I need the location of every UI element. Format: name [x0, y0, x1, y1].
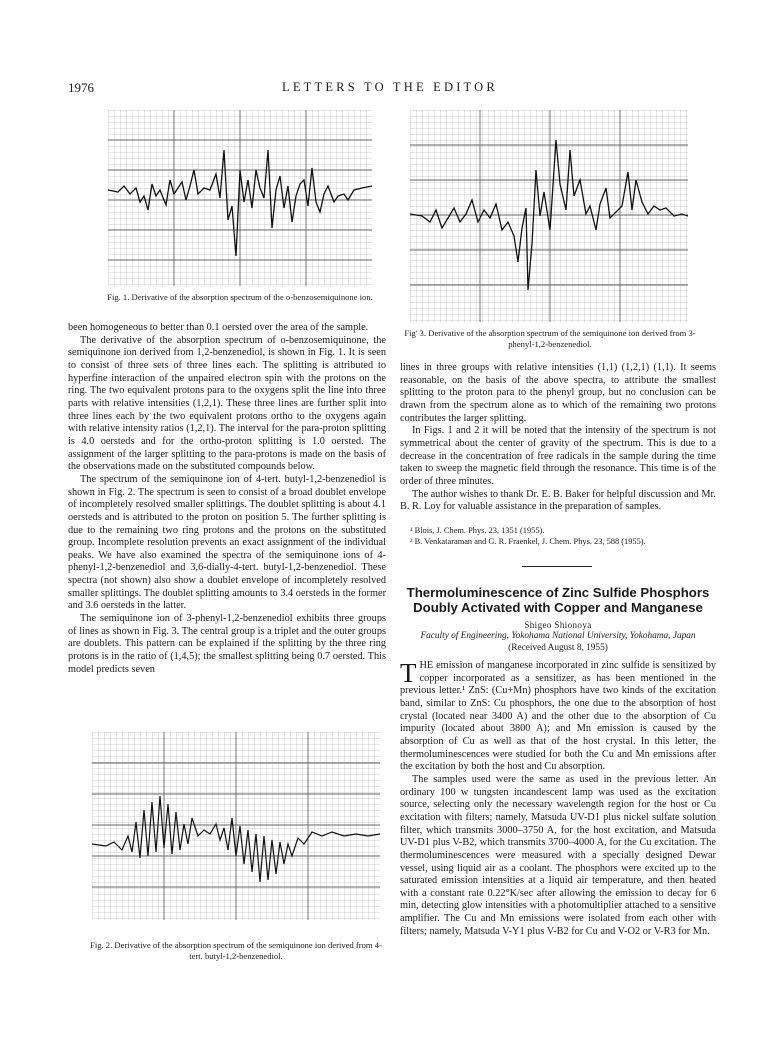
figure-2-chart: [92, 732, 380, 920]
paragraph: been homogeneous to better than 0.1 oersted over the area of the sample.: [68, 322, 369, 333]
page-number: 1976: [68, 80, 94, 95]
paragraph: The spectrum of the semiquinone ion of 4-tert. butyl-1,2-benzenediol is shown in Fig. 2. The spectrum is seen to consist of a broad doublet envelope of incompletely resolved smaller splittings. The doublet splitting is about 4.1 oersteds and is attributed to the proton on position 5. The further splitting is due to the remaining two ring protons and the protons on the substituted group. Incomplete resolution prevents an exact assignment of the individual peaks. We have also examined the spectra of the semiquinone ions of 4-phenyl-1,2-benzenediol and 3,6-dially-4-tert. butyl-1,2-benzenediol. These spectra (not shown) also show a doublet envelope of incompletely resolved smaller splittings. The doublet splitting amounts to 3.4 oersteds in the former and 3.6 oersteds in the latter.: [68, 473, 386, 612]
running-head: LETTERS TO THE EDITOR: [282, 80, 498, 94]
article-body: [400, 660, 716, 938]
article-author: Shigeo Shionoya: [524, 620, 592, 630]
figure-3-chart: [410, 110, 688, 322]
paragraph: The author wishes to thank Dr. E. B. Baker for helpful discussion and Mr. B. R. Loy for valuable assistance in the preparation of samples.: [400, 488, 716, 513]
paragraph: In Figs. 1 and 2 it will be noted that the intensity of the spectrum is not symmetrical about the center of gravity of the spectrum. This is due to a decrease in the concentration of free radicals in the sample during the time taken to sweep the magnetic field through the resonance. This time is of the order of three minutes.: [400, 425, 716, 487]
references: [400, 526, 716, 547]
paragraph: The samples used were the same as used in the previous letter. An ordinary 100 w tungsten incandescent lamp was used as the excitation source, selecting only the necessary wavelength region for the host or Cu excitation with filters; namely, Matsuda UV-D1 plus nickel sulfate solution filter, which transmits 3000–3750 A, for the host excitation, and Matsuda UV-D1 plus V-B2, which transmits 3700–4000 A, for the Cu excitation. The thermoluminescences were measured with a specially designed Dewar vessel, using liquid air as a coolant. The phosphors were excited up to the saturated emission intensities at a liquid air temperature, and then heated with a constant rate 0.22°K/sec after allowing the emission to decay for 6 min, detecting glow intensities with a photomultiplier attached to a sensitive amplifier. The Cu and Mn emissions were isolated from each other with filters; namely, Matsuda V-Y1 plus V-B2 for Cu and V-O2 or V-R3 for Mn.: [400, 773, 716, 937]
left-column: [68, 322, 386, 676]
figure-2-caption: Fig. 2. Derivative of the absorption spectrum of the semiquinone ion derived from 4-tert. butyl-1,2-benzenediol.: [90, 940, 382, 961]
figure-1-caption: Fig. 1. Derivative of the absorption spectrum of the o-benzosemiquinone ion.: [107, 292, 373, 302]
paragraph: The semiquinone ion of 3-phenyl-1,2-benzenediol exhibits three groups of lines as shown in Fig. 3. The central group is a triplet and the outer groups are doublets. This pattern can be explained if the splitting by the three ring protons is in the ratio of (1,4,5); the smallest splitting being 0.7 oersted. This model predicts seven: [68, 613, 386, 675]
drop-cap: T: [400, 658, 417, 688]
article-title: Thermoluminescence of Zinc Sulfide Phosphors Doubly Activated with Copper and Manganese: [406, 585, 710, 615]
figure-1-chart: [108, 110, 372, 286]
paragraph: The derivative of the absorption spectrum of o-benzosemiquinone, the semiquinone ion derived from 1,2-benzenediol, is shown in Fig. 1. It is seen to consist of three sets of three lines each. The splitting is attributed to hyperfine interaction of the unpaired electron spin with the protons on the ring. The two equivalent protons para to the oxygens split the line into three parts with relative intensities (1,2,1). These three lines are further split into three lines each by the two equivalent protons ortho to the oxygens again with relative intensity ratios (1,2,1). The interval for the para-proton splitting is 4.0 oersteds and for the ortho-proton splitting is 1.0 oersted. The assignment of the larger splitting to the para-protons is made on the basis of the observations made on the substituted compounds below.: [68, 334, 386, 473]
article-affiliation: Faculty of Engineering, Yokohama National University, Yokohama, Japan: [420, 631, 696, 641]
paragraph: lines in three groups with relative intensities (1,1) (1,2,1) (1,1). It seems reasonable, on the basis of the above spectra, to attribute the smallest splitting to the proton para to the phenyl group, but no conclusion can be drawn from the spectrum alone as to which of the remaining two protons contributes the larger splitting.: [400, 362, 716, 424]
reference-item: ¹ Blois, J. Chem. Phys. 23, 1351 (1955).: [410, 526, 545, 535]
figure-3-caption: Fig' 3. Derivative of the absorption spectrum of the semiquinone ion derived from 3-phenyl-1,2-benzenediol.: [404, 328, 696, 349]
section-divider: [522, 566, 592, 567]
paragraph: HE emission of manganese incorporated in zinc sulfide is sensitized by copper incorporated as a sensitizer, as has been mentioned in the previous letter.¹ ZnS: (Cu+Mn) phosphors have two kinds of the excitation band, similar to ZnS: Cu phosphors, the one due to the absorption of host crystal (located near 3400 A) and the other due to the absorption of Cu impurity (located about 3800 A); and Mn emission is caused by the absorption of Cu as well as that of the host crystal. In this letter, the thermoluminescences were studied for both the Cu and Mn emissions after the excitation by both the host and Cu absorption.: [400, 660, 716, 773]
right-column: [400, 362, 716, 514]
reference-item: ² B. Venkataraman and G. R. Fraenkel, J. Chem. Phys. 23, 588 (1955).: [410, 536, 646, 546]
received-date: (Received August 8, 1955): [508, 643, 608, 653]
